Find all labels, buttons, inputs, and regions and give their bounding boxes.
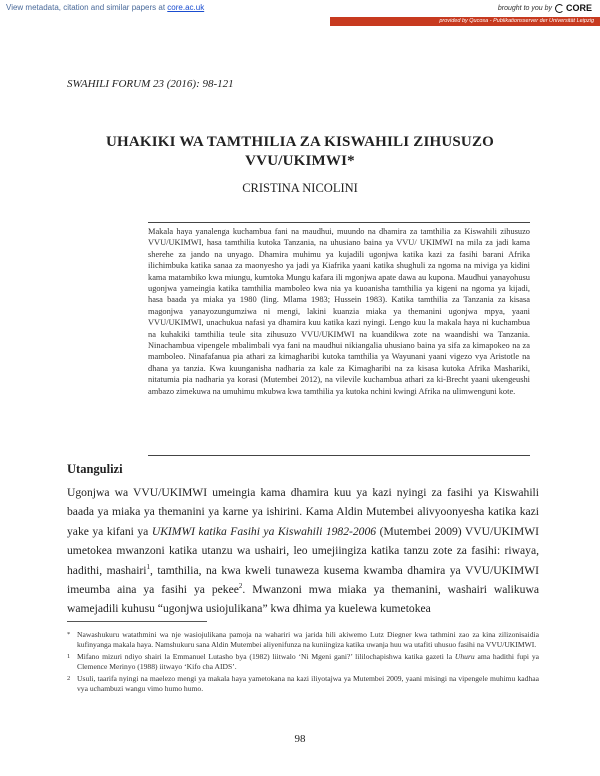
core-metadata-text: View metadata, citation and similar papers at — [6, 3, 166, 12]
brought-by-text: brought to you by — [497, 4, 552, 12]
footnote-1-text-b: ama hadithi fupi ya Clemence Merinyo (1988) iitwayo ‘Kifo cha AIDS’. — [77, 651, 539, 672]
core-logo-text: CORE — [565, 3, 592, 13]
body-text-b: (Mutembei 2009) VVU/UKIMWI umetokea mwanzoni katika utanzu wa ushairi, leo umejiingiza katika tanzu zote za fasihi: riwaya, hadithi, mashairi — [67, 524, 539, 577]
article-title — [60, 133, 540, 171]
footnote-2-text: Usuli, taarifa nyingi na maelezo mengi ya makala haya yametokana na kazi iliyotajwa ya Mutembei 2009, yaani misingi na vipengele muhimu kadhaa vya uchambuzi wangu vimo humo humo. — [77, 673, 539, 694]
provider-bar — [330, 17, 600, 26]
core-logo[interactable] — [555, 3, 592, 13]
footnote-star — [67, 630, 539, 651]
provider-text[interactable]: provided by Qucosa - Publikationsserver der Universität Leipzig — [439, 18, 594, 24]
footnote-1-text-a: Mifano mizuri ndiyo shairi la Emmanuel Lutasho bya (1982) liitwalo ‘Ni Mgeni gani?’ lililochapishwa katika gazeti la — [77, 651, 455, 661]
core-metadata-link-bar[interactable] — [0, 0, 204, 18]
footnote-divider — [67, 621, 207, 622]
journal-citation: SWAHILI FORUM 23 (2016): 98-121 — [67, 78, 234, 90]
author-name: CRISTINA NICOLINI — [242, 181, 358, 195]
footnote-star-text: Nawashukuru watathmini wa nje wasiojulikana pamoja na wahariri wa jarida hili akiwemo Lutz Diegner kwa tathmini zao za kina zilizonisaidia kufinyanga makala haya. Namshukuru sana Aldin Mutembei aliyenifunza na kuniingiza katika uwanja huu wa utafiti uhusuo fasihi na VVU/UKIMWI. — [77, 630, 539, 650]
footnote-2-mark: 2 — [67, 674, 71, 682]
body-paragraph — [67, 483, 539, 619]
section-heading: Utangulizi — [67, 462, 123, 476]
footnotes — [67, 630, 539, 695]
footnote-1 — [67, 652, 539, 673]
footnote-ref-2[interactable]: 2 — [238, 582, 243, 591]
body-text-d: . Mwanzoni mwa miaka ya themanini, washairi walikuwa wamejadili kuhusu “ugonjwa usiojulikana” kwa dhima ya kuelewa kumetokea — [67, 583, 539, 616]
footnote-1-mark: 1 — [67, 652, 71, 660]
core-logo-icon — [555, 4, 564, 13]
core-brought-by — [498, 3, 592, 13]
body-text-a: Ugonjwa wa VVU/UKIMWI umeingia kama dhamira kuu ya kazi nyingi za fasihi ya Kiswahili baada ya miaka ya themanini ya karne ya ishirini. Kama Aldin Mutembei alivyoonyesha katika kazi yake ya kifani ya — [67, 486, 539, 538]
abstract: Makala haya yanalenga kuchambua fani na maudhui, muundo na dhamira za tamthilia za Kiswahili zihusuzo VVU/UKIMWI, hasa tamthilia kutoka Tanzania, na uhusiano baina ya VVU/ UKIMWI na mila za jadi kama sherehe za jando na unyago. Dhamira muhimu ya kujadili ugonjwa katika kazi za fasihi barani Afrika ilichimbuka katika sanaa za maonyesho ya jadi ya Kiafrika yaani katika shughuli za ngoma na miviga ya kidini kama matambiko kwa miungu, kumtoka Mungu kafara ili mgonjwa apate dawa au kupona. Maudhui yanayohusu ugonjwa yameingia katika tamthilia mamboleo kwa nia ya kuoanisha tamthilia ya kigeni na ngoma ya kijadi, hasa baada ya miaka ya 1980 (ling. Mlama 1983; Hussein 1983). Katika tamthilia za Tanzania za kisasa magonjwa yanayozungumziwa ni mengi, lakini kuanzia miaka ya themanini ugonjwa mpya, yaani VVU/UKIMWI, unachukua nafasi ya dhamira kuu katika kazi nyingi. Lengo kuu la makala haya ni kuchambua na kuhakiki tamthilia teule sita zihusuzo VVU/UKIMWI na kuandikwa zote na waandishi wa Tanzania. Ninachambua vipengele mbalimbali vya fani na maudhui nikiangalia uhusiano baina ya sifa za kimapokeo na za mamboleo. Ninafafanua pia athari za kimagharibi kutoka tamthilia ya Wayunani yaani vigezo vya Aristotle na dhana ya tanzia. Kwa kuunganisha nadharia za kale za Kimagharibi na za kisasa kutoka Afrika Mashariki, nitatumia pia nadharia ya korasi (Mutembei 2012), na vilevile kuchambua athari za ki-Brecht yaani ukengeushi ambazo zimekuwa na umuhimu mkubwa kwa tamthilia ya kutoka nchini kwingi Afrika na ulimwenguni kote. — [148, 222, 530, 456]
footnote-2 — [67, 674, 539, 695]
footnote-ref-1[interactable]: 1 — [146, 562, 150, 571]
footnote-star-mark: * — [67, 631, 71, 638]
core-banner — [0, 0, 600, 28]
core-link[interactable]: core.ac.uk — [167, 3, 205, 12]
title-line-2: VVU/UKIMWI* — [245, 153, 355, 169]
body-text-c: , tamthilia, na kwa kweli tunaweza kusema kwamba dhamira ya VVU/UKIMWI imeumba aina ya fasihi ya pekee — [67, 563, 540, 597]
footnote-1-italic: Uhuru — [454, 651, 475, 661]
body-book-title: UKIMWI katika Fasihi ya Kiswahili 1982-2006 — [151, 524, 377, 538]
title-line-1: UHAKIKI WA TAMTHILIA ZA KISWAHILI ZIHUSUZO — [105, 134, 495, 150]
page-number: 98 — [294, 733, 306, 745]
